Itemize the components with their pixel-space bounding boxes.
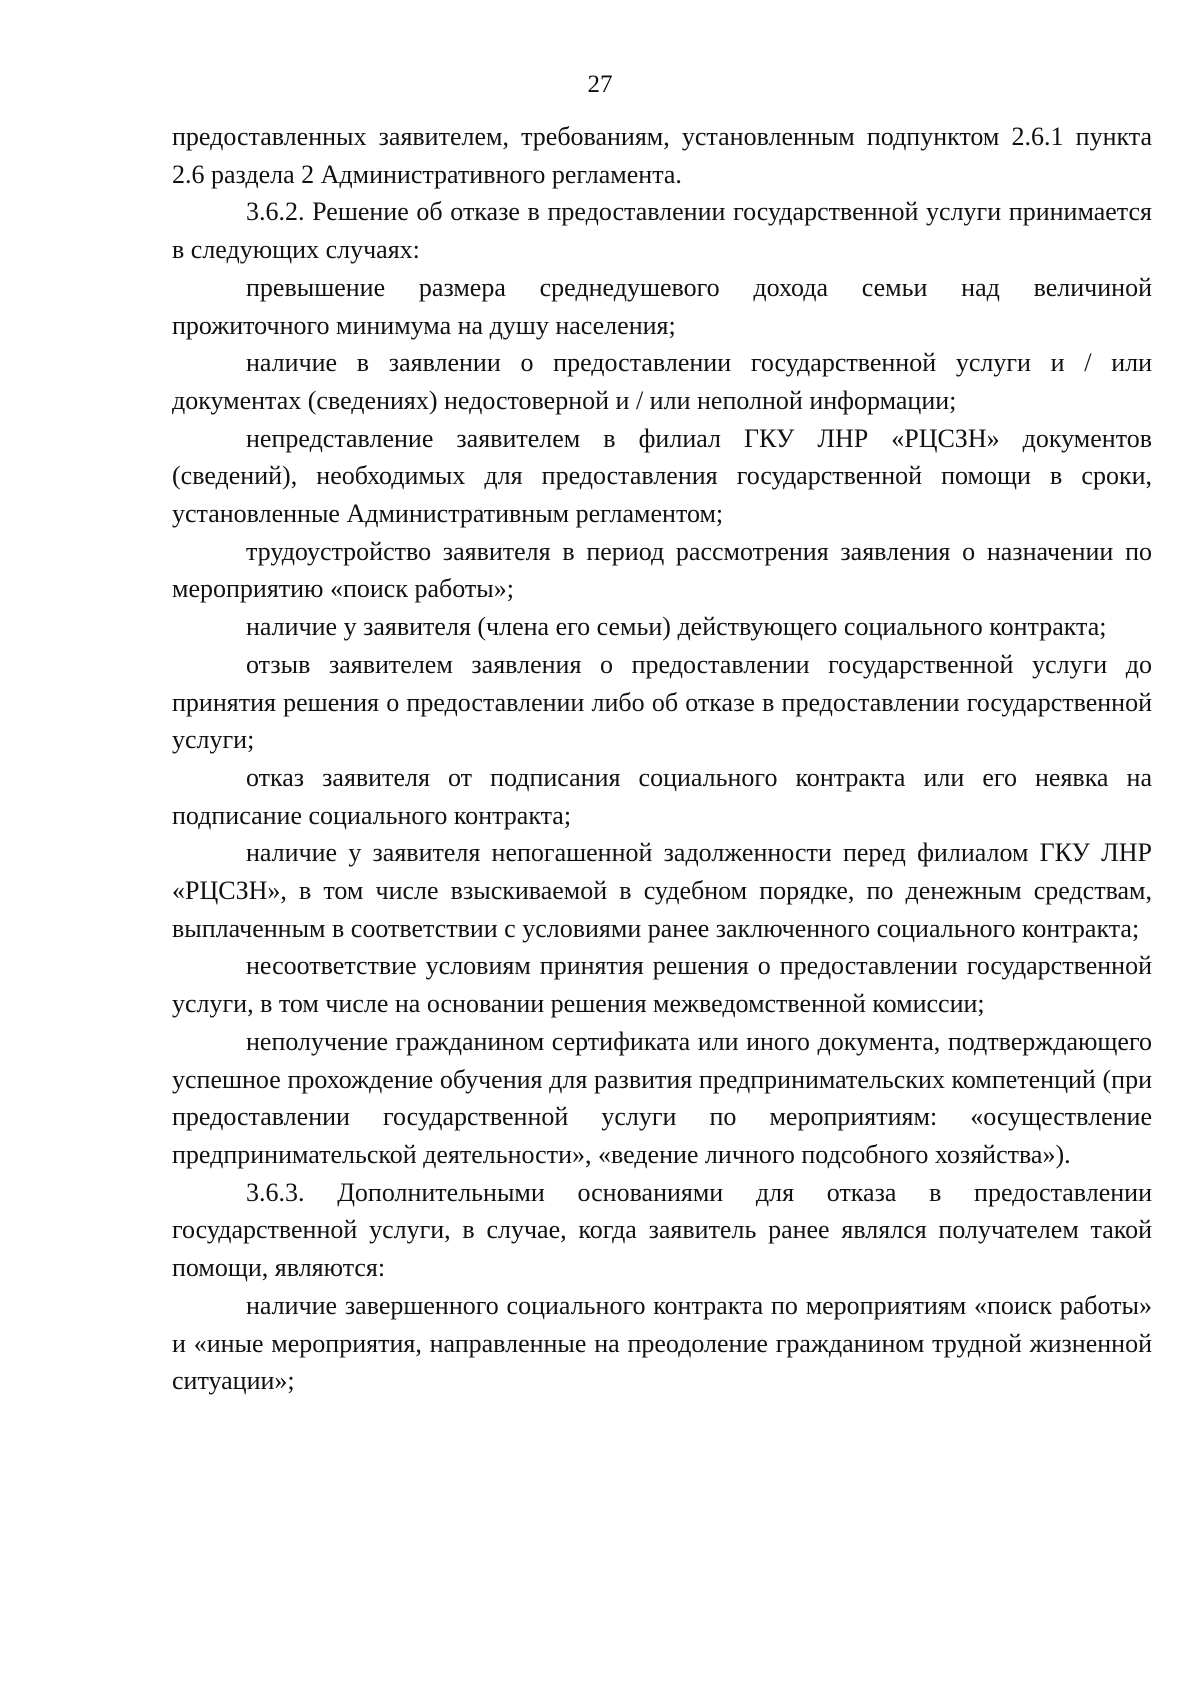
paragraph: несоответствие условиям принятия решения о предоставлении государственной услуги, в том числе на основании решения межведомственной комиссии; bbox=[172, 951, 1152, 1019]
paragraph: непредставление заявителем в филиал ГКУ ЛНР «РЦСЗН» документов (сведений), необходимых для предоставления государственной помощи в сроки, установленные Административным регламентом; bbox=[172, 423, 1152, 529]
paragraph: наличие у заявителя непогашенной задолженности перед филиалом ГКУ ЛНР «РЦСЗН», в том числе взыскиваемой в судебном порядке, по денежным средствам, выплаченным в соответствии с условиями ранее заключенного социального контракта; bbox=[172, 838, 1152, 943]
document-body bbox=[172, 118, 1152, 1400]
paragraph: превышение размера среднедушевого дохода семьи над величиной прожиточного минимума на душу населения; bbox=[172, 272, 1152, 340]
page-number: 27 bbox=[587, 71, 613, 98]
paragraph: наличие завершенного социального контракта по мероприятиям «поиск работы» и «иные мероприятия, направленные на преодоление гражданином трудной жизненной ситуации»; bbox=[172, 1290, 1152, 1396]
paragraph: 3.6.2. Решение об отказе в предоставлении государственной услуги принимается в следующих случаях: bbox=[172, 197, 1152, 265]
paragraph: трудоустройство заявителя в период рассмотрения заявления о назначении по мероприятию «поиск работы»; bbox=[172, 536, 1152, 604]
paragraph: неполучение гражданином сертификата или иного документа, подтверждающего успешное прохождение обучения для развития предпринимательских компетенций (при предоставлении государственной услуги по мероприятиям: «осуществление предпринимательской деятельности», «ведение личного подсобного хозяйства»). bbox=[172, 1026, 1152, 1169]
paragraph: 3.6.3. Дополнительными основаниями для отказа в предоставлении государственной услуги, в случае, когда заявитель ранее являлся получателем такой помощи, являются: bbox=[172, 1177, 1152, 1283]
paragraph: наличие у заявителя (члена его семьи) действующего социального контракта; bbox=[246, 612, 1107, 642]
paragraph: наличие в заявлении о предоставлении государственной услуги и / или документах (сведениях) недостоверной и / или неполной информации; bbox=[172, 348, 1152, 415]
paragraph: отзыв заявителем заявления о предоставлении государственной услуги до принятия решения о предоставлении либо об отказе в предоставлении государственной услуги; bbox=[172, 649, 1152, 755]
paragraph: предоставленных заявителем, требованиям, установленным подпунктом 2.6.1 пункта 2.6 раздела 2 Административного регламента. bbox=[172, 122, 1152, 189]
paragraph: отказ заявителя от подписания социального контракта или его неявка на подписание социального контракта; bbox=[172, 762, 1152, 830]
